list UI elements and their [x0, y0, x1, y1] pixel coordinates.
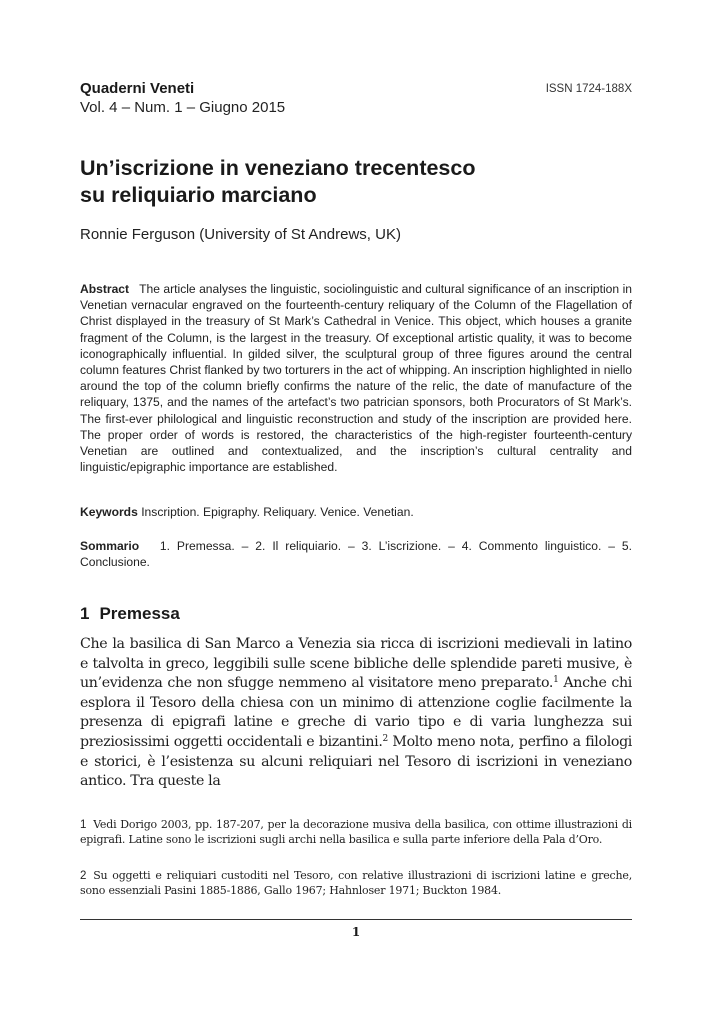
- body-text-part2: Anche chi esplora il Tesoro della chiesa con un minimo di attenzione coglie facilmente la presenza di epigrafi latine e greche di vario tipo e di varia lunghezza sui preziosissimi oggetti occidentali e bizantini.: [80, 675, 632, 750]
- footnote-1: [80, 818, 632, 847]
- page-number: 1: [351, 925, 361, 939]
- keywords-label: Keywords: [80, 505, 138, 519]
- article-title-line1: Un’iscrizione in veneziano trecentesco: [80, 156, 476, 180]
- body-text-part3: Molto meno nota, perfino a filologi e storici, è l’esistenza su alcuni reliquiari nel Tesoro di iscrizioni in veneziano antico. Tra queste la: [80, 733, 632, 790]
- sommario-text: 1. Premessa. – 2. Il reliquiario. – 3. L’iscrizione. – 4. Commento linguistico. – 5. Conclusione.: [80, 539, 632, 570]
- footnote-1-number: 1: [80, 819, 87, 831]
- journal-name: Quaderni Veneti: [80, 80, 195, 97]
- issn: ISSN 1724-188X: [545, 83, 632, 95]
- author-affiliation: Ronnie Ferguson (University of St Andrews, UK): [80, 226, 401, 243]
- abstract-text: The article analyses the linguistic, sociolinguistic and cultural significance of an inscription in Venetian vernacular engraved on the fourteenth-century reliquary of the Column of the Flagellation of Christ displayed in the treasury of St Mark’s Cathedral in Venice. This object, which houses a granite fragment of the Column, is the largest in the treasury. Of exceptional artistic quality, it was to become iconographically influential. In gilded silver, the sculptural group of three figures around the central column features Christ flanked by two torturers in the act of whipping. An inscription highlighted in niello around the top of the column briefly confirms the nature of the relic, the date of manufacture of the reliquary, 1375, and the names of the artefact’s two patrician sponsors, both Procurators of St Mark’s. The first-ever philological and linguistic reconstruction and study of the inscription are provided here. The proper order of words is restored, the characteristics of the high-register fourteenth-century Venetian are outlined and contextualized, and the inscription’s cultural centrality and linguistic/epigraphic importance are established.: [80, 282, 632, 475]
- section-heading: [80, 604, 180, 624]
- footer-rule: [80, 919, 632, 920]
- abstract: [80, 281, 632, 475]
- section-number: 1: [80, 604, 90, 623]
- footnote-2-number: 2: [80, 870, 87, 882]
- section-title: Premessa: [99, 604, 180, 623]
- keywords: [80, 504, 632, 520]
- body-text-part1: Che la basilica di San Marco a Venezia sia ricca di iscrizioni medievali in latino e talvolta in greco, leggibili sulle scene bibliche delle splendide pareti musive, è un’evidenza che non sfugge nemmeno al visitatore meno preparato.: [80, 636, 632, 692]
- sommario-label: Sommario: [80, 539, 140, 553]
- article-title: [80, 155, 632, 209]
- footnote-ref-1[interactable]: 1: [553, 675, 559, 686]
- body-paragraph: [80, 635, 632, 792]
- footnote-ref-2[interactable]: 2: [382, 733, 388, 744]
- article-title-line2: su reliquiario marciano: [80, 183, 317, 207]
- sommario: [80, 538, 632, 570]
- keywords-text: Inscription. Epigraphy. Reliquary. Venice. Venetian.: [141, 505, 414, 519]
- footnote-2: [80, 869, 632, 898]
- abstract-label: Abstract: [80, 282, 130, 296]
- volume-info: Vol. 4 – Num. 1 – Giugno 2015: [80, 99, 286, 116]
- footnote-2-text: Su oggetti e reliquiari custoditi nel Tesoro, con relative illustrazioni di iscrizioni latine e greche, sono essenziali Pasini 1885-1886, Gallo 1967; Hahnloser 1971; Buckton 1984.: [80, 869, 632, 897]
- footnote-1-text: Vedi Dorigo 2003, pp. 187-207, per la decorazione musiva della basilica, con ottime illustrazioni di epigrafi. Latine sono le iscrizioni sugli archi nella basilica e sulla parte inferiore della Pala d’Oro.: [80, 818, 632, 846]
